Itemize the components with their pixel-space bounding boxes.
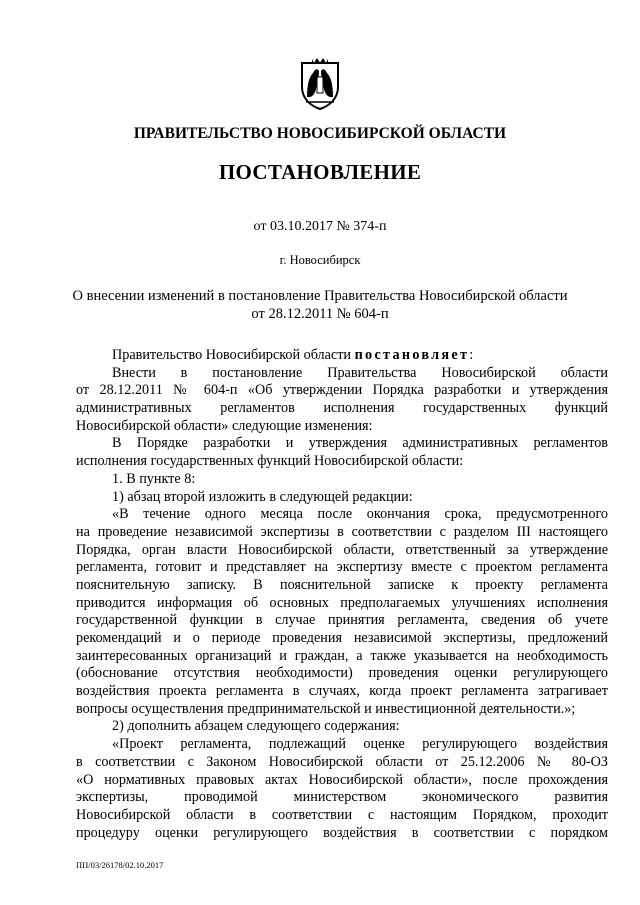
body-line: рекомендаций и о периоде проведения независимой экспертизы, предложений [76, 630, 608, 646]
body-line: «О нормативных правовых актах Новосибирской области», после прохождения [76, 771, 608, 788]
body-line: в соответствии с Законом Новосибирской области от 25.12.2006 № 80-ОЗ [76, 753, 608, 770]
body-line: от 28.12.2011 № 604-п «Об утверждении Порядка разработки и утверждения [76, 382, 608, 399]
body-line: заинтересованных организаций и граждан, а также указывается на необходимость [76, 647, 608, 664]
body-line: «Проект регламента, подлежащий оценке регулирующего воздействия [112, 736, 608, 753]
body-line: 1. В пункте 8: [112, 470, 196, 487]
body-line: процедуру оценки регулирующего воздействия в соответствии с порядком [76, 824, 608, 841]
date-and-number: от 03.10.2017 № 374-п [253, 219, 387, 234]
body-line: регламента, готовит и представляет на экспертизу вместе с проектом регламента [76, 559, 608, 576]
document-body [76, 347, 608, 842]
body-line: «В течение одного месяца после окончания срока, предусмотренного [112, 506, 608, 523]
body-line: (обоснование отсутствия необходимости) проведения оценки регулирующего [76, 665, 608, 682]
body-line: исполнения государственных функций Новосибирской области: [76, 453, 464, 470]
intro-line [76, 347, 608, 365]
body-line: на проведение независимой экспертизы в соответствии с разделом III настоящего [76, 523, 608, 540]
coat-of-arms-icon [297, 55, 343, 111]
body-line: Внести в постановление Правительства Новосибирской области [112, 364, 608, 381]
body-line: 1) абзац второй изложить в следующей редакции: [112, 488, 413, 505]
intro-decree-word: постановляет [354, 347, 470, 363]
body-line: экспертизы, проводимой министерством экономического развития [76, 789, 608, 806]
body-line: вопросы осуществления предпринимательской и инвестиционной деятельности.»; [76, 700, 576, 717]
body-line: административных регламентов исполнения государственных функций [76, 400, 608, 417]
city: г. Новосибирск [279, 253, 361, 267]
body-line: государственной функции в случае принятия регламента, сведения об учете [76, 612, 608, 629]
body-line: В Порядке разработки и утверждения административных регламентов [112, 435, 608, 452]
intro-suffix: : [469, 347, 474, 363]
body-line: 2) дополнить абзацем следующего содержания: [112, 718, 400, 735]
document-code-footer: ПП/03/26178/02.10.2017 [76, 860, 164, 870]
document-title-line-2: от 28.12.2011 № 604-п [251, 306, 389, 322]
document-type: ПОСТАНОВЛЕНИЕ [218, 160, 422, 184]
body-line: Новосибирской области» следующие изменения: [76, 417, 373, 434]
body-line: Новосибирской области в соответствии с настоящим Порядком, проходит [76, 806, 608, 823]
body-line: пояснительную записку. В пояснительной записке к проекту регламента [76, 576, 608, 593]
body-line: воздействия проекта регламента в случаях, когда проект регламента затрагивает [76, 683, 608, 700]
body-line: приводится информация об основных предполагаемых улучшениях исполнения [76, 594, 608, 611]
intro-prefix: Правительство Новосибирской области [112, 347, 355, 363]
organization-name: ПРАВИТЕЛЬСТВО НОВОСИБИРСКОЙ ОБЛАСТИ [133, 125, 507, 142]
body-line: Порядка, орган власти Новосибирской области, ответственный за утверждение [76, 541, 608, 558]
document-title-line-1: О внесении изменений в постановление Правительства Новосибирской области [72, 288, 568, 304]
